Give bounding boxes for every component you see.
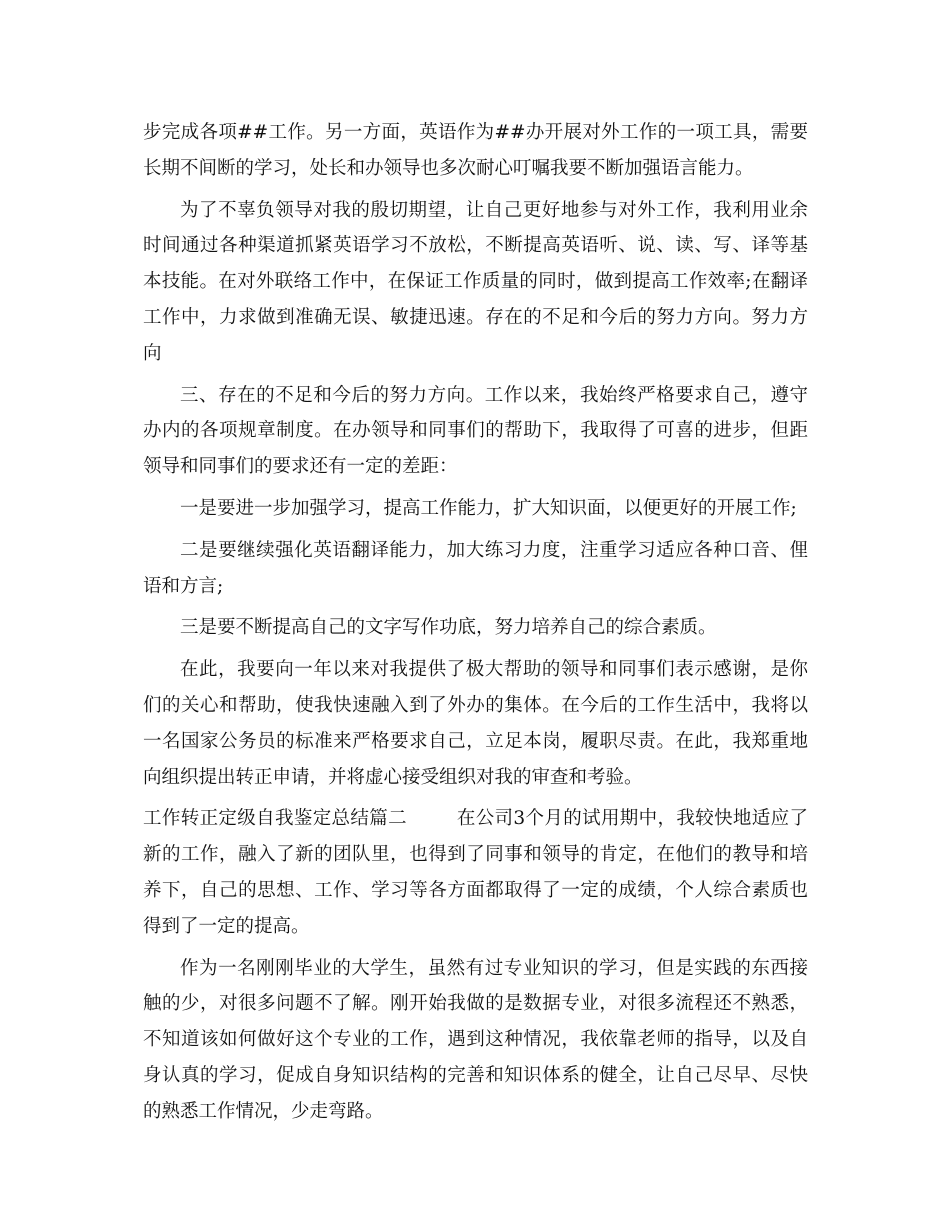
paragraph-6: 三是要不断提高自己的文字写作功底，努力培养自己的综合素质。 — [180, 617, 717, 639]
paragraph-2: 为了不辜负领导对我的殷切期望，让自己更好地参与对外工作，我利用业余时间通过各种渠道抓紧英语学习不放松，不断提高英语听、说、读、写、译等基本技能。在对外联络工作中，在保证工作质量的同时，做到提高工作效率;在翻译工作中，力求做到准确无误、敏捷迅速。存在的不足和今后的努力方向。努力方向 — [143, 199, 808, 364]
paragraph-5: 二是要继续强化英语翻译能力，加大练习力度，注重学习适应各种口音、俚语和方言; — [143, 539, 808, 597]
paragraph-9: 作为一名刚刚毕业的大学生，虽然有过专业知识的学习，但是实践的东西接触的少，对很多问题不了解。刚开始我做的是数据专业，对很多流程还不熟悉，不知道该如何做好这个专业的工作，遇到这种情况，我依靠老师的指导，以及自身认真的学习，促成自身知识结构的完善和知识体系的健全，让自己尽早、尽快的熟悉工作情况，少走弯路。 — [143, 957, 808, 1122]
paragraph-8: 工作转正定级自我鉴定总结篇二 在公司3个月的试用期中，我较快地适应了新的工作，融入了新的团队里，也得到了同事和领导的肯定，在他们的教导和培养下，自己的思想、工作、学习等各方面都取得了一定的成绩，个人综合素质也得到了一定的提高。 — [143, 808, 808, 937]
paragraph-4: 一是要进一步加强学习，提高工作能力，扩大知识面，以便更好的开展工作; — [180, 497, 797, 519]
paragraph-3: 三、存在的不足和今后的努力方向。工作以来，我始终严格要求自己，遵守办内的各项规章制度。在办领导和同事们的帮助下，我取得了可喜的进步，但距领导和同事们的要求还有一定的差距： — [143, 384, 808, 478]
paragraph-7: 在此，我要向一年以来对我提供了极大帮助的领导和同事们表示感谢，是你们的关心和帮助，使我快速融入到了外办的集体。在今后的工作生活中，我将以一名国家公务员的标准来严格要求自己，立足本岗，履职尽责。在此，我郑重地向组织提出转正申请，并将虚心接受组织对我的审查和考验。 — [143, 659, 808, 788]
paragraph-1: 步完成各项##工作。另一方面，英语作为##办开展对外工作的一项工具，需要长期不间断的学习，处长和办领导也多次耐心叮嘱我要不断加强语言能力。 — [143, 122, 808, 179]
document-body — [143, 115, 808, 1130]
